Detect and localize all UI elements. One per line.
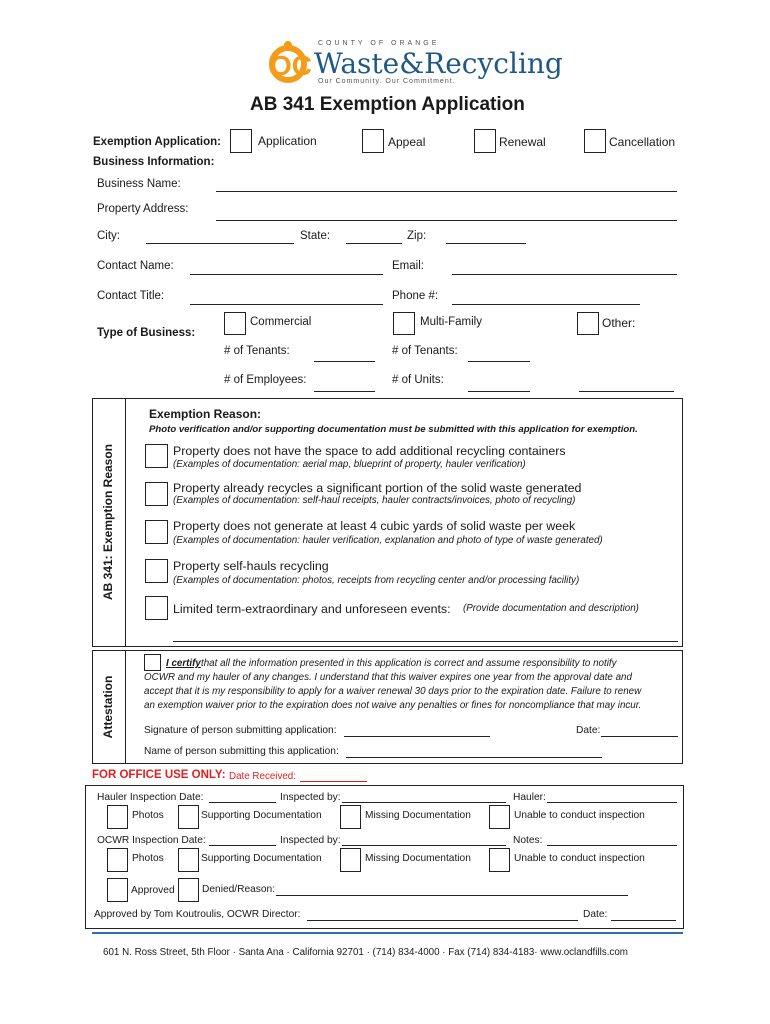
- exemption-reason-note: Photo verification and/or supporting documentation must be submitted with this application for exemption.: [149, 424, 638, 435]
- hauler-inspection-date-label: Hauler Inspection Date:: [97, 792, 204, 803]
- property-address-field[interactable]: [216, 220, 677, 221]
- approved-label: Approved: [131, 885, 175, 896]
- denied-checkbox[interactable]: [178, 878, 199, 902]
- phone-field[interactable]: [452, 304, 640, 305]
- logo-tagline: Our Community. Our Commitment.: [318, 78, 456, 85]
- signature-date-label: Date:: [576, 725, 601, 736]
- city-field[interactable]: [146, 243, 294, 244]
- certify-checkbox[interactable]: [144, 654, 161, 671]
- employees-label: # of Employees:: [224, 374, 307, 386]
- reason-4-checkbox[interactable]: [145, 559, 168, 583]
- contact-title-label: Contact Title:: [97, 290, 165, 302]
- date-received-label: Date Received:: [229, 771, 296, 782]
- logo-name: Waste&Recycling: [314, 47, 563, 80]
- zip-field[interactable]: [446, 243, 526, 244]
- cancellation-option: Cancellation: [609, 135, 676, 149]
- reason-3-checkbox[interactable]: [145, 520, 168, 544]
- ocwr-missing-doc-label: Missing Documentation: [365, 853, 471, 864]
- limited-term-text: Limited term-extraordinary and unforeseen events:: [173, 602, 451, 616]
- hauler-inspected-by-label: Inspected by:: [280, 792, 341, 803]
- appeal-checkbox[interactable]: [362, 129, 384, 153]
- hauler-inspection-date-field[interactable]: [209, 802, 276, 803]
- other-specify-field[interactable]: [579, 391, 674, 392]
- attestation-side-label: Attestation: [101, 675, 115, 739]
- approved-by-field[interactable]: [307, 920, 578, 921]
- hauler-supporting-doc-checkbox[interactable]: [178, 805, 199, 829]
- hauler-missing-doc-checkbox[interactable]: [340, 805, 361, 829]
- ocwr-inspection-date-label: OCWR Inspection Date:: [97, 835, 206, 846]
- phone-label: Phone #:: [392, 290, 439, 302]
- commercial-tenants-field[interactable]: [314, 361, 375, 362]
- limited-term-description-field[interactable]: [173, 641, 678, 642]
- renewal-option: Renewal: [499, 135, 546, 149]
- attestation-line-2: OCWR and my hauler of any changes. I understand that this waiver expires one year from the approval date and: [144, 672, 632, 683]
- reason-4-text: Property self-hauls recycling: [173, 559, 329, 573]
- notes-label: Notes:: [513, 835, 543, 846]
- approved-checkbox[interactable]: [107, 878, 128, 902]
- contact-title-field[interactable]: [190, 304, 383, 305]
- denied-reason-field[interactable]: [276, 895, 628, 896]
- ocwr-missing-doc-checkbox[interactable]: [340, 848, 361, 872]
- hauler-label: Hauler:: [513, 792, 546, 803]
- reason-2-text: Property already recycles a significant portion of the solid waste generated: [173, 481, 582, 495]
- units-label: # of Units:: [392, 374, 444, 386]
- office-use-heading: FOR OFFICE USE ONLY:: [92, 769, 226, 781]
- units-field[interactable]: [468, 391, 530, 392]
- certify-text: I certify: [166, 658, 201, 669]
- ocwr-unable-checkbox[interactable]: [489, 848, 510, 872]
- notes-field[interactable]: [547, 845, 677, 846]
- multi-family-option: Multi-Family: [420, 316, 482, 328]
- city-label: City:: [97, 230, 120, 242]
- logo-county: COUNTY OF ORANGE: [318, 40, 440, 47]
- exemption-reason-side-divider: [125, 398, 126, 647]
- hauler-field[interactable]: [547, 802, 677, 803]
- signature-date-field[interactable]: [601, 736, 678, 737]
- hauler-unable-checkbox[interactable]: [489, 805, 510, 829]
- reason-2-example: (Examples of documentation: self-haul receipts, hauler contracts/invoices, photo of recycling): [173, 495, 576, 506]
- employees-field[interactable]: [314, 391, 375, 392]
- signature-label: Signature of person submitting application:: [144, 725, 337, 736]
- business-name-field[interactable]: [216, 191, 677, 192]
- limited-term-checkbox[interactable]: [145, 596, 168, 620]
- attestation-line-1: that all the information presented in this application is correct and assume responsibility to notify: [201, 658, 617, 669]
- zip-label: Zip:: [407, 230, 427, 242]
- state-field[interactable]: [346, 243, 402, 244]
- state-label: State:: [300, 230, 331, 242]
- logo: [262, 38, 562, 88]
- hauler-missing-doc-label: Missing Documentation: [365, 810, 471, 821]
- exemption-application-label: Exemption Application:: [93, 136, 221, 148]
- reason-3-example: (Examples of documentation: hauler verification, explanation and photo of type of waste generated): [173, 535, 603, 546]
- multi-family-tenants-field[interactable]: [468, 361, 530, 362]
- footer-address: 601 N. Ross Street, 5th Floor · Santa Ana · California 92701 · (714) 834-4000 · Fax (714) 834-4183· www.oclandfills.com: [103, 947, 628, 958]
- application-option: Application: [258, 134, 317, 148]
- property-address-label: Property Address:: [97, 203, 189, 215]
- type-of-business-label: Type of Business:: [97, 327, 196, 339]
- approved-date-field[interactable]: [611, 920, 676, 921]
- limited-term-note: (Provide documentation and description): [463, 603, 639, 614]
- logo-oc: OC: [270, 50, 312, 81]
- ocwr-inspected-by-label: Inspected by:: [280, 835, 341, 846]
- footer-rule: [92, 932, 683, 934]
- exemption-reason-side-label: AB 341: Exemption Reason: [101, 443, 115, 601]
- hauler-photos-label: Photos: [132, 810, 164, 821]
- ocwr-unable-label: Unable to conduct inspection: [514, 853, 645, 864]
- commercial-checkbox[interactable]: [224, 312, 246, 335]
- attestation-line-3: accept that it is my responsibility to apply for a waiver renewal 30 days prior to the expiration date. Failure to renew: [144, 686, 642, 697]
- attestation-side-divider: [125, 650, 126, 764]
- ocwr-supporting-doc-checkbox[interactable]: [178, 848, 199, 872]
- submitter-name-label: Name of person submitting this application:: [144, 746, 339, 757]
- contact-name-field[interactable]: [190, 274, 383, 275]
- denied-reason-label: Denied/Reason:: [202, 884, 276, 895]
- approved-by-label: Approved by Tom Koutroulis, OCWR Director:: [94, 909, 301, 920]
- page-title: AB 341 Exemption Application: [250, 94, 525, 115]
- other-checkbox[interactable]: [577, 312, 599, 335]
- signature-field[interactable]: [344, 736, 490, 737]
- reason-4-example: (Examples of documentation: photos, receipts from recycling center and/or processing facility): [173, 575, 580, 586]
- reason-1-text: Property does not have the space to add additional recycling containers: [173, 444, 566, 458]
- ocwr-photos-label: Photos: [132, 853, 164, 864]
- reason-1-checkbox[interactable]: [145, 444, 168, 468]
- contact-name-label: Contact Name:: [97, 260, 174, 272]
- business-info-heading: Business Information:: [93, 156, 215, 168]
- other-option: Other:: [602, 316, 636, 330]
- ocwr-inspected-by-field[interactable]: [342, 845, 506, 846]
- multi-family-checkbox[interactable]: [393, 312, 415, 335]
- appeal-option: Appeal: [388, 135, 426, 149]
- renewal-checkbox[interactable]: [474, 129, 496, 153]
- commercial-tenants-label: # of Tenants:: [224, 345, 290, 357]
- cancellation-checkbox[interactable]: [584, 129, 606, 153]
- email-field[interactable]: [452, 274, 677, 275]
- hauler-photos-checkbox[interactable]: [107, 805, 128, 829]
- reason-1-example: (Examples of documentation: aerial map, blueprint of property, hauler verification): [173, 459, 526, 470]
- reason-3-text: Property does not generate at least 4 cubic yards of solid waste per week: [173, 519, 576, 533]
- reason-2-checkbox[interactable]: [145, 482, 168, 506]
- exemption-reason-heading: Exemption Reason:: [149, 407, 262, 421]
- hauler-supporting-doc-label: Supporting Documentation: [201, 810, 322, 821]
- multi-family-tenants-label: # of Tenants:: [392, 345, 458, 357]
- hauler-inspected-by-field[interactable]: [342, 802, 506, 803]
- approved-date-label: Date:: [583, 909, 608, 920]
- hauler-unable-label: Unable to conduct inspection: [514, 810, 645, 821]
- business-name-label: Business Name:: [97, 178, 181, 190]
- commercial-option: Commercial: [250, 316, 312, 328]
- date-received-field[interactable]: [300, 781, 367, 782]
- ocwr-inspection-date-field[interactable]: [209, 845, 276, 846]
- ocwr-supporting-doc-label: Supporting Documentation: [201, 853, 322, 864]
- attestation-line-4: an exemption waiver prior to the expiration does not waive any penalties or fines for noncompliance that may incur.: [144, 700, 642, 711]
- email-label: Email:: [392, 260, 424, 272]
- submitter-name-field[interactable]: [346, 757, 602, 758]
- application-checkbox[interactable]: [230, 129, 252, 153]
- ocwr-photos-checkbox[interactable]: [107, 848, 128, 872]
